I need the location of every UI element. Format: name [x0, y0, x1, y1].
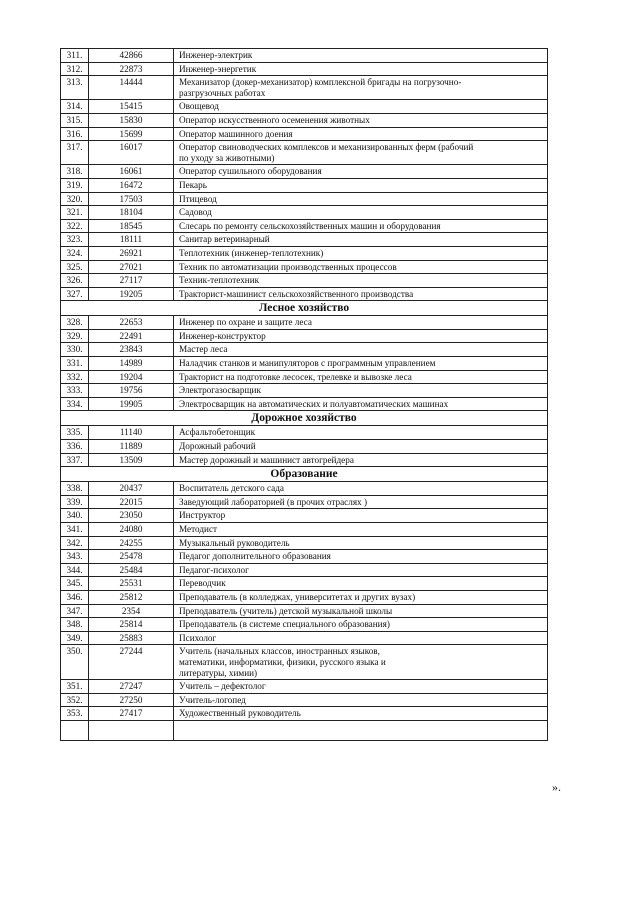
row-number: 330. — [61, 343, 89, 357]
profession-code: 27244 — [89, 645, 174, 680]
profession-name: Преподаватель (учитель) детской музыкальной школы — [174, 604, 548, 618]
section-header-row — [61, 467, 548, 482]
table-row — [61, 76, 548, 100]
profession-name: Инженер-энергетик — [174, 62, 548, 76]
row-number: 323. — [61, 233, 89, 247]
profession-code: 11140 — [89, 426, 174, 440]
profession-name: Птицевод — [174, 192, 548, 206]
table-row — [61, 49, 548, 63]
profession-code: 24255 — [89, 536, 174, 550]
profession-code: 27021 — [89, 260, 174, 274]
profession-name: Теплотехник (инженер-теплотехник) — [174, 246, 548, 260]
row-number: 338. — [61, 482, 89, 496]
row-number: 335. — [61, 426, 89, 440]
table-row — [61, 550, 548, 564]
profession-name: Учитель-логопед — [174, 693, 548, 707]
profession-name: Педагог-психолог — [174, 563, 548, 577]
closing-quote-mark: ». — [552, 780, 561, 794]
table-row — [61, 397, 548, 411]
table-row — [61, 645, 548, 680]
profession-code: 25812 — [89, 590, 174, 604]
profession-name: Мастер леса — [174, 343, 548, 357]
profession-name: Учитель – дефектолог — [174, 680, 548, 694]
table-row — [61, 343, 548, 357]
row-number: 353. — [61, 707, 89, 721]
profession-name: Наладчик станков и манипуляторов с программным управлением — [174, 357, 548, 371]
row-number: 334. — [61, 397, 89, 411]
table-row — [61, 62, 548, 76]
profession-code: 20437 — [89, 482, 174, 496]
section-title: Образование — [61, 467, 548, 482]
table-row — [61, 127, 548, 141]
section-title: Дорожное хозяйство — [61, 411, 548, 426]
table-row — [61, 370, 548, 384]
profession-code: 25814 — [89, 618, 174, 632]
profession-name: Педагог дополнительного образования — [174, 550, 548, 564]
profession-name: Оператор сушильного оборудования — [174, 165, 548, 179]
profession-name: Тракторист-машинист сельскохозяйственного производства — [174, 287, 548, 301]
table-row — [61, 563, 548, 577]
profession-code: 15415 — [89, 100, 174, 114]
table-row — [61, 219, 548, 233]
profession-name: Оператор машинного доения — [174, 127, 548, 141]
profession-code: 22653 — [89, 316, 174, 330]
row-number: 325. — [61, 260, 89, 274]
section-title: Лесное хозяйство — [61, 301, 548, 316]
profession-code: 25531 — [89, 577, 174, 591]
table-row — [61, 233, 548, 247]
table-row — [61, 316, 548, 330]
profession-name: Переводчик — [174, 577, 548, 591]
profession-name: Асфальтобетонщик — [174, 426, 548, 440]
profession-name: Музыкальный руководитель — [174, 536, 548, 550]
profession-code: 16061 — [89, 165, 174, 179]
profession-code: 23843 — [89, 343, 174, 357]
row-number: 329. — [61, 329, 89, 343]
profession-code: 18545 — [89, 219, 174, 233]
table-row — [61, 426, 548, 440]
professions-table — [60, 48, 548, 741]
row-number: 343. — [61, 550, 89, 564]
row-number: 340. — [61, 509, 89, 523]
profession-code: 26921 — [89, 246, 174, 260]
profession-code: 18104 — [89, 206, 174, 220]
profession-code: 22015 — [89, 495, 174, 509]
table-row — [61, 113, 548, 127]
row-number: 331. — [61, 357, 89, 371]
row-number: 352. — [61, 693, 89, 707]
section-header-row — [61, 301, 548, 316]
profession-name: Мастер дорожный и машинист автогрейдера — [174, 453, 548, 467]
row-number: 350. — [61, 645, 89, 680]
row-number: 347. — [61, 604, 89, 618]
row-number: 333. — [61, 384, 89, 398]
profession-name: Воспитатель детского сада — [174, 482, 548, 496]
profession-code: 19205 — [89, 287, 174, 301]
table-row — [61, 260, 548, 274]
table-row — [61, 357, 548, 371]
profession-code: 16017 — [89, 141, 174, 165]
empty-cell — [174, 720, 548, 740]
profession-name: Оператор искусственного осеменения животных — [174, 113, 548, 127]
profession-name: Преподаватель (в системе специального образования) — [174, 618, 548, 632]
row-number: 346. — [61, 590, 89, 604]
profession-code: 25883 — [89, 631, 174, 645]
profession-name: Слесарь по ремонту сельскохозяйственных машин и оборудования — [174, 219, 548, 233]
row-number: 320. — [61, 192, 89, 206]
profession-code: 27247 — [89, 680, 174, 694]
profession-code: 13509 — [89, 453, 174, 467]
profession-name: Техник-теплотехник — [174, 274, 548, 288]
profession-name: Инженер-конструктор — [174, 329, 548, 343]
profession-name: Санитар ветеринарный — [174, 233, 548, 247]
profession-code: 24080 — [89, 523, 174, 537]
table-row — [61, 141, 548, 165]
table-row — [61, 100, 548, 114]
profession-name: Преподаватель (в колледжах, университетах и других вузах) — [174, 590, 548, 604]
row-number: 345. — [61, 577, 89, 591]
row-number: 349. — [61, 631, 89, 645]
profession-code: 27117 — [89, 274, 174, 288]
table-row — [61, 482, 548, 496]
profession-name: Дорожный рабочий — [174, 440, 548, 454]
row-number: 322. — [61, 219, 89, 233]
table-row — [61, 523, 548, 537]
row-number: 332. — [61, 370, 89, 384]
empty-cell — [61, 720, 89, 740]
table-row — [61, 384, 548, 398]
table-row — [61, 329, 548, 343]
profession-code: 27250 — [89, 693, 174, 707]
row-number: 342. — [61, 536, 89, 550]
profession-code: 18111 — [89, 233, 174, 247]
profession-name: Оператор свиноводческих комплексов и механизированных ферм (рабочий по уходу за животными) — [174, 141, 548, 165]
table-row — [61, 707, 548, 721]
table-row — [61, 631, 548, 645]
profession-code: 16472 — [89, 178, 174, 192]
table-row — [61, 693, 548, 707]
profession-code: 14444 — [89, 76, 174, 100]
table-row — [61, 495, 548, 509]
profession-name: Пекарь — [174, 178, 548, 192]
profession-name: Техник по автоматизации производственных процессов — [174, 260, 548, 274]
row-number: 336. — [61, 440, 89, 454]
row-number: 314. — [61, 100, 89, 114]
table-row — [61, 590, 548, 604]
table-row — [61, 287, 548, 301]
profession-code: 25478 — [89, 550, 174, 564]
row-number: 324. — [61, 246, 89, 260]
row-number: 328. — [61, 316, 89, 330]
table-row — [61, 577, 548, 591]
profession-code: 19756 — [89, 384, 174, 398]
table-row — [61, 604, 548, 618]
profession-code: 15830 — [89, 113, 174, 127]
row-number: 344. — [61, 563, 89, 577]
profession-name: Методист — [174, 523, 548, 537]
table-row — [61, 680, 548, 694]
profession-code: 42866 — [89, 49, 174, 63]
row-number: 316. — [61, 127, 89, 141]
row-number: 315. — [61, 113, 89, 127]
empty-cell — [89, 720, 174, 740]
profession-code: 23050 — [89, 509, 174, 523]
row-number: 351. — [61, 680, 89, 694]
profession-code: 22491 — [89, 329, 174, 343]
profession-code: 2354 — [89, 604, 174, 618]
profession-code: 17503 — [89, 192, 174, 206]
table-row — [61, 509, 548, 523]
row-number: 319. — [61, 178, 89, 192]
table-row — [61, 274, 548, 288]
table-row — [61, 206, 548, 220]
row-number: 348. — [61, 618, 89, 632]
row-number: 339. — [61, 495, 89, 509]
profession-code: 25484 — [89, 563, 174, 577]
profession-name: Тракторист на подготовке лесосек, трелевке и вывозке леса — [174, 370, 548, 384]
table-row — [61, 246, 548, 260]
empty-table-row — [61, 720, 548, 740]
profession-code: 11889 — [89, 440, 174, 454]
professions-table-body — [61, 49, 548, 741]
table-row — [61, 453, 548, 467]
profession-name: Инженер по охране и защите леса — [174, 316, 548, 330]
profession-code: 19204 — [89, 370, 174, 384]
profession-name: Учитель (начальных классов, иностранных языков, математики, информатики, физики, русского языка и литературы, химии) — [174, 645, 548, 680]
row-number: 312. — [61, 62, 89, 76]
profession-name: Психолог — [174, 631, 548, 645]
row-number: 326. — [61, 274, 89, 288]
section-header-row — [61, 411, 548, 426]
profession-name: Заведующий лабораторией (в прочих отраслях ) — [174, 495, 548, 509]
row-number: 321. — [61, 206, 89, 220]
profession-code: 22873 — [89, 62, 174, 76]
profession-code: 19905 — [89, 397, 174, 411]
profession-name: Электрогазосварщик — [174, 384, 548, 398]
row-number: 327. — [61, 287, 89, 301]
profession-name: Механизатор (докер-механизатор) комплексной бригады на погрузочно- разгрузочных работах — [174, 76, 548, 100]
row-number: 337. — [61, 453, 89, 467]
profession-name: Художественный руководитель — [174, 707, 548, 721]
table-row — [61, 618, 548, 632]
profession-name: Электросварщик на автоматических и полуавтоматических машинах — [174, 397, 548, 411]
row-number: 341. — [61, 523, 89, 537]
table-row — [61, 192, 548, 206]
row-number: 311. — [61, 49, 89, 63]
table-row — [61, 536, 548, 550]
profession-name: Садовод — [174, 206, 548, 220]
profession-code: 27417 — [89, 707, 174, 721]
profession-code: 14989 — [89, 357, 174, 371]
profession-code: 15699 — [89, 127, 174, 141]
table-row — [61, 178, 548, 192]
profession-name: Инженер-электрик — [174, 49, 548, 63]
profession-name: Инструктор — [174, 509, 548, 523]
row-number: 318. — [61, 165, 89, 179]
row-number: 313. — [61, 76, 89, 100]
table-row — [61, 165, 548, 179]
row-number: 317. — [61, 141, 89, 165]
profession-name: Овощевод — [174, 100, 548, 114]
table-row — [61, 440, 548, 454]
